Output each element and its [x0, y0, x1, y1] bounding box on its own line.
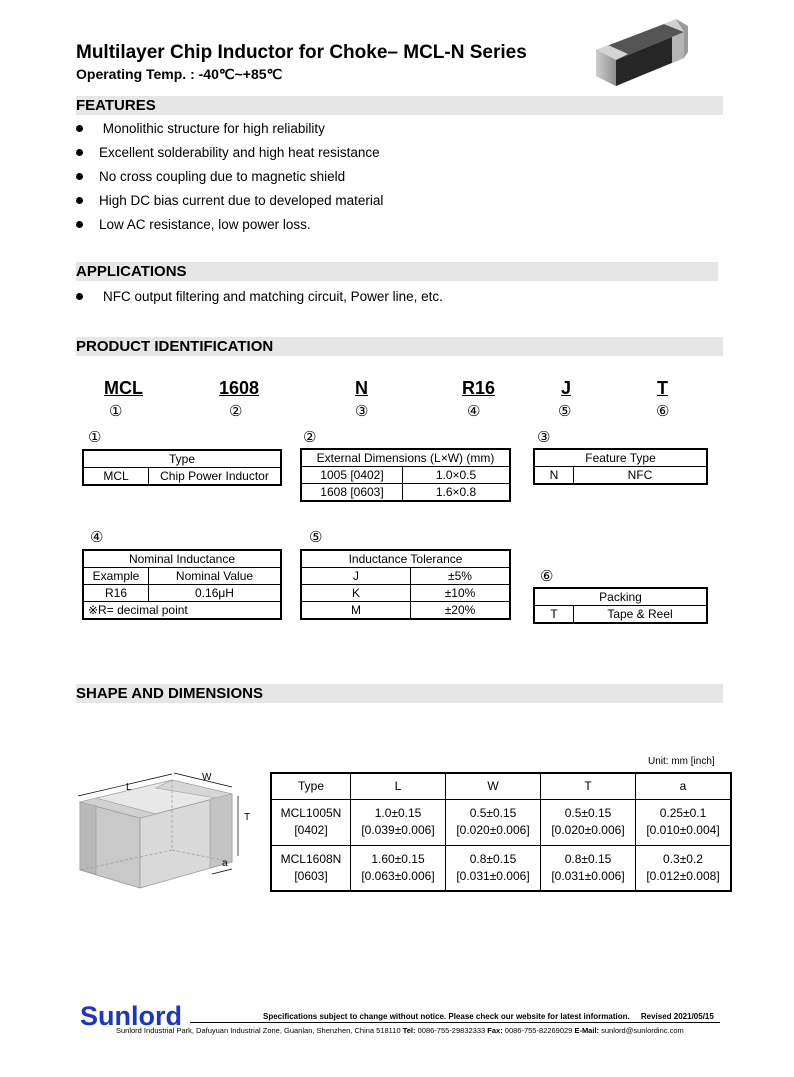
cell-line: [0.063±0.006]: [361, 868, 435, 883]
cell-line: 0.25±0.1: [659, 806, 707, 820]
feature-text: No cross coupling due to magnetic shield: [99, 169, 346, 184]
table-col-header: Nominal Value: [149, 568, 282, 585]
feature-item: [76, 169, 345, 184]
table-header: Nominal Inductance: [83, 550, 281, 568]
cell-line: [0.039±0.006]: [361, 823, 435, 837]
table-cell: R16: [83, 585, 149, 602]
table-col-header: Type: [271, 773, 351, 799]
table-cell: [271, 845, 351, 891]
table-cell: 1608 [0603]: [301, 484, 403, 502]
table-cell: T: [534, 606, 574, 624]
cell-line: [0603]: [294, 868, 328, 883]
code-number: ①: [109, 403, 123, 420]
notice-text: Specifications subject to change without notice. Please check our website for latest information.: [263, 1012, 630, 1021]
table-cell: 1.6×0.8: [403, 484, 511, 502]
feature-text: Low AC resistance, low power loss.: [99, 217, 311, 232]
table-cell: [541, 845, 636, 891]
table-cell: K: [301, 585, 411, 602]
product-identification-heading: [76, 337, 723, 356]
footer-notice: [263, 1012, 714, 1021]
table-number: ②: [303, 429, 317, 446]
label-W: W: [202, 772, 212, 783]
tel-label: Tel:: [402, 1026, 416, 1035]
inductance-table: [82, 549, 282, 620]
packing-table: [533, 587, 708, 624]
table-cell: M: [301, 602, 411, 620]
page-title: Multilayer Chip Inductor for Choke– MCL-N Series: [76, 42, 527, 63]
table-cell: 1005 [0402]: [301, 467, 403, 484]
code-number: ⑤: [558, 403, 572, 420]
operating-temp: Operating Temp. : -40℃~+85℃: [76, 66, 283, 82]
feature-item: [76, 193, 383, 208]
code-tolerance: J: [561, 378, 572, 398]
table-cell: [271, 799, 351, 845]
table-col-header: Example: [83, 568, 149, 585]
bullet-dot-icon: [76, 197, 83, 204]
cell-line: 0.5±0.15: [564, 806, 612, 820]
feature-item: [76, 121, 325, 136]
shape-dimensions-heading: [76, 684, 723, 703]
code-feature: N: [355, 378, 368, 398]
bullet-dot-icon: [76, 125, 83, 132]
cell-line: 1.60±0.15: [371, 851, 425, 866]
table-col-header: T: [541, 773, 636, 799]
table-col-header: a: [636, 773, 732, 799]
table-cell: [446, 845, 541, 891]
sunlord-logo: Sunlord: [80, 1001, 182, 1031]
table-number: ④: [90, 529, 104, 546]
table-cell: [446, 799, 541, 845]
table-cell: ±5%: [411, 568, 511, 585]
feature-item: [76, 217, 311, 232]
feature-type-table: [533, 448, 708, 485]
email-value: sunlord@sunlordinc.com: [601, 1026, 684, 1035]
footer-divider: [190, 1022, 720, 1023]
table-number: ①: [88, 429, 102, 446]
code-packing: T: [657, 378, 668, 398]
cell-line: [0.010±0.004]: [646, 823, 720, 837]
code-number: ②: [229, 403, 243, 420]
features-heading: [76, 96, 723, 115]
application-item: [76, 289, 443, 304]
cell-line: 0.3±0.2: [663, 851, 703, 866]
table-cell: ±20%: [411, 602, 511, 620]
code-number: ⑥: [656, 403, 670, 420]
tel-value: 0086-755-29832333: [417, 1026, 486, 1035]
code-series: MCL: [104, 378, 143, 398]
application-text: NFC output filtering and matching circuit, Power line, etc.: [103, 289, 443, 304]
features-heading-text: FEATURES: [76, 97, 156, 114]
table-cell: NFC: [574, 467, 708, 485]
cell-line: [0402]: [294, 823, 328, 837]
table-cell: 0.16μH: [149, 585, 282, 602]
revised-date: Revised 2021/05/15: [640, 1012, 714, 1021]
table-cell: [541, 799, 636, 845]
table-cell: Chip Power Inductor: [149, 468, 282, 486]
type-table: [82, 449, 282, 486]
table-cell: N: [534, 467, 574, 485]
cell-line: 1.0±0.15: [374, 806, 422, 820]
table-col-header: W: [446, 773, 541, 799]
table-cell: [351, 799, 446, 845]
email-label: E-Mail:: [574, 1026, 600, 1035]
table-cell: J: [301, 568, 411, 585]
code-dimensions: 1608: [219, 378, 260, 398]
cell-line: 0.8±0.15: [564, 851, 612, 866]
bullet-dot-icon: [76, 221, 83, 228]
feature-text: High DC bias current due to developed material: [99, 193, 384, 208]
table-number: ③: [537, 429, 551, 446]
table-number: ⑥: [540, 568, 554, 585]
unit-label: Unit: mm [inch]: [648, 756, 715, 767]
table-cell: 1.0×0.5: [403, 467, 511, 484]
shape-dimensions-heading-text: SHAPE AND DIMENSIONS: [76, 685, 263, 702]
table-cell: Tape & Reel: [574, 606, 708, 624]
code-inductance: R16: [462, 378, 496, 398]
table-header: Inductance Tolerance: [301, 550, 510, 568]
applications-heading: [76, 262, 718, 281]
table-header: Feature Type: [534, 449, 707, 467]
label-T: T: [244, 812, 251, 823]
cell-line: MCL1005N: [280, 806, 342, 820]
cell-line: [0.031±0.006]: [551, 868, 625, 883]
fax-value: 0086-755-82269029: [504, 1026, 573, 1035]
label-a: a: [222, 858, 228, 869]
applications-heading-text: APPLICATIONS: [76, 263, 187, 280]
label-L: L: [126, 782, 132, 793]
address-text: Sunlord Industrial Park, Dafuyuan Industrial Zone, Guanlan, Shenzhen, China 518110: [116, 1026, 401, 1035]
table-row: [271, 845, 731, 891]
cell-line: 0.5±0.15: [469, 806, 517, 820]
cell-line: [0.031±0.006]: [456, 868, 530, 883]
cell-line: [0.012±0.008]: [646, 868, 720, 883]
bullet-dot-icon: [76, 173, 83, 180]
cell-line: 0.8±0.15: [469, 851, 517, 866]
table-cell: [636, 799, 732, 845]
code-number: ③: [355, 403, 369, 420]
table-cell: [351, 845, 446, 891]
chip-dimension-diagram: [72, 764, 262, 894]
feature-text: Excellent solderability and high heat resistance: [99, 145, 380, 160]
dimensions-table: [300, 448, 511, 502]
table-note: ※R= decimal point: [83, 602, 281, 620]
cell-line: [0.020±0.006]: [551, 823, 625, 837]
table-cell: ±10%: [411, 585, 511, 602]
product-identification-heading-text: PRODUCT IDENTIFICATION: [76, 338, 274, 355]
table-header: Type: [83, 450, 281, 468]
feature-item: [76, 145, 380, 160]
table-cell: MCL: [83, 468, 149, 486]
bullet-dot-icon: [76, 149, 83, 156]
table-number: ⑤: [309, 529, 323, 546]
fax-label: Fax:: [487, 1026, 503, 1035]
table-col-header: L: [351, 773, 446, 799]
cell-line: MCL1608N: [280, 851, 342, 866]
feature-text: Monolithic structure for high reliability: [99, 121, 325, 136]
code-number: ④: [467, 403, 481, 420]
table-header: Packing: [534, 588, 707, 606]
tolerance-table: [300, 549, 511, 620]
cell-line: [0.020±0.006]: [456, 823, 530, 837]
dimensions-spec-table: [270, 772, 732, 892]
table-header: External Dimensions (L×W) (mm): [301, 449, 510, 467]
table-row: [271, 799, 731, 845]
bullet-dot-icon: [76, 293, 83, 300]
footer-address: [116, 1026, 684, 1035]
chip-inductor-photo: [592, 16, 692, 92]
table-cell: [636, 845, 732, 891]
